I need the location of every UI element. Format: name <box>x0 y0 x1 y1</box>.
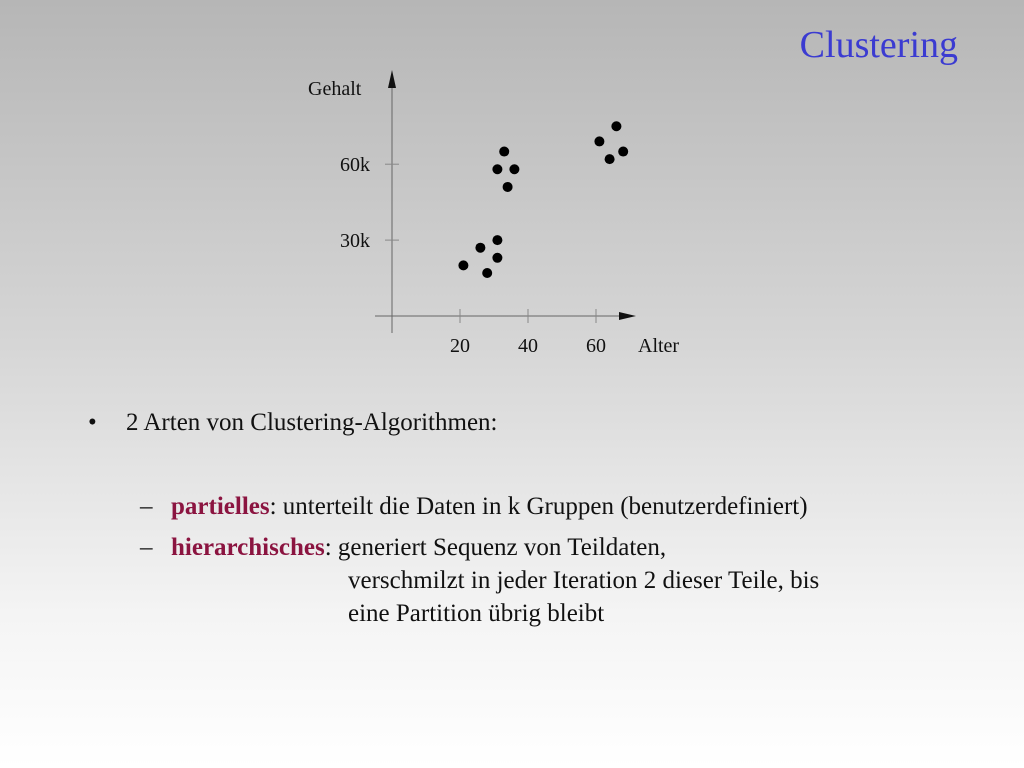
keyword-hierarchisches: hierarchisches <box>171 534 325 561</box>
y-axis-label: Gehalt <box>308 78 362 100</box>
bullet-text: 2 Arten von Clustering-Algorithmen: <box>126 409 498 436</box>
sub-bullet-body <box>171 531 666 564</box>
dash-marker: – <box>140 493 153 520</box>
sub-bullet-continuation: eine Partition übrig bleibt <box>348 600 605 627</box>
data-points <box>458 121 628 278</box>
data-point <box>492 164 502 174</box>
slide-title: Clustering <box>799 24 958 66</box>
dash-marker: – <box>140 534 153 561</box>
y-ticks <box>340 154 399 252</box>
y-tick-label: 60k <box>340 154 370 177</box>
x-tick-label: 40 <box>518 335 538 357</box>
y-axis-arrow <box>388 70 396 88</box>
x-tick-label: 60 <box>586 335 606 357</box>
x-tick-label: 20 <box>450 335 470 357</box>
sub-bullet-body <box>171 490 808 523</box>
data-point <box>482 268 492 278</box>
data-point <box>611 121 621 131</box>
data-point <box>594 136 604 146</box>
data-point <box>475 243 485 253</box>
data-point <box>458 260 468 270</box>
x-axis-label: Alter <box>638 335 680 357</box>
bullet-marker: • <box>88 409 97 436</box>
keyword-partielles: partielles <box>171 493 270 520</box>
sub-bullet-text: : generiert Sequenz von Teildaten, <box>324 534 667 561</box>
sub-bullet-continuation: verschmilzt in jeder Iteration 2 dieser Teile, bis <box>348 567 820 594</box>
data-point <box>492 253 502 263</box>
data-point <box>492 235 502 245</box>
axes <box>375 70 636 333</box>
data-point <box>503 182 513 192</box>
sub-bullet-text: : unterteilt die Daten in k Gruppen (benutzerdefiniert) <box>269 493 808 520</box>
data-point <box>605 154 615 164</box>
y-tick-label: 30k <box>340 230 370 253</box>
data-point <box>499 147 509 157</box>
x-axis-arrow <box>619 312 636 320</box>
data-point <box>618 147 628 157</box>
data-point <box>509 164 519 174</box>
